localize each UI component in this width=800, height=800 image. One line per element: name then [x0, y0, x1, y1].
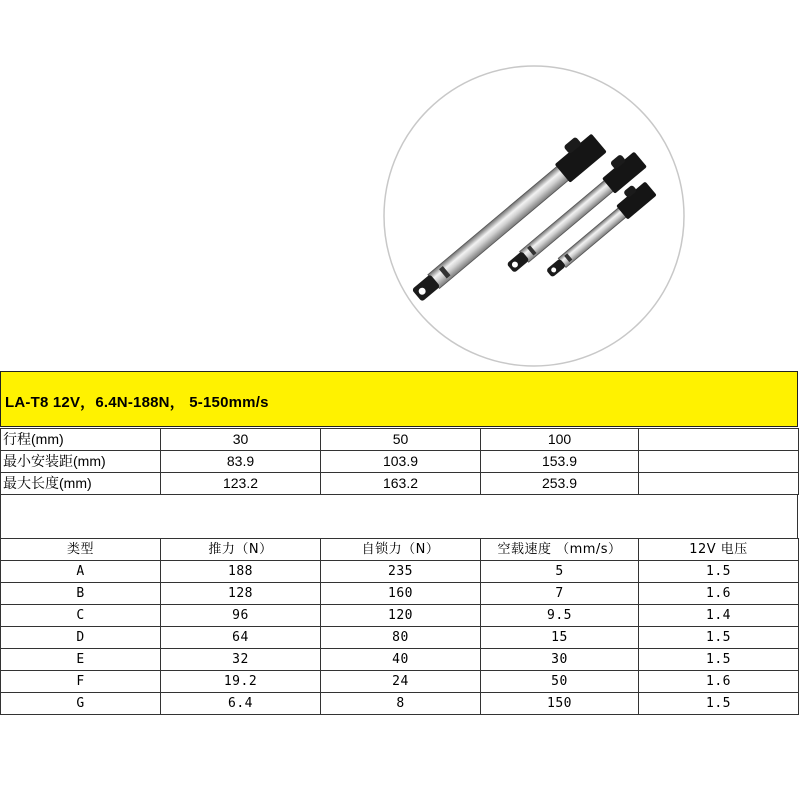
table-cell: 1.6	[639, 671, 799, 693]
spec-value: 163.2	[321, 473, 481, 495]
column-header: 类型	[1, 539, 161, 561]
table-cell: 8	[321, 693, 481, 715]
column-header: 12V 电压	[639, 539, 799, 561]
spec-value: 153.9	[481, 451, 639, 473]
table-cell: 64	[161, 627, 321, 649]
table-row	[1, 583, 799, 605]
model-banner	[0, 371, 798, 427]
product-photo	[0, 0, 800, 370]
spec-value: 83.9	[161, 451, 321, 473]
model-title: LA-T8 12V，6.4N-188N， 5-150mm/s	[5, 394, 269, 411]
stroke-spec-table	[0, 428, 799, 495]
table-cell: G	[1, 693, 161, 715]
table-cell: 1.4	[639, 605, 799, 627]
table-cell: 1.5	[639, 627, 799, 649]
table-cell: 235	[321, 561, 481, 583]
column-header: 空载速度 （mm/s）	[481, 539, 639, 561]
table-cell: B	[1, 583, 161, 605]
table-row	[1, 429, 799, 451]
table-cell: 80	[321, 627, 481, 649]
table-cell: 24	[321, 671, 481, 693]
table-row	[1, 561, 799, 583]
table-cell: 150	[481, 693, 639, 715]
table-cell: 1.6	[639, 583, 799, 605]
table-cell: 5	[481, 561, 639, 583]
table-cell: 15	[481, 627, 639, 649]
spec-value: 123.2	[161, 473, 321, 495]
table-cell: 128	[161, 583, 321, 605]
table-cell: F	[1, 671, 161, 693]
table-cell: 96	[161, 605, 321, 627]
table-spacer	[0, 494, 798, 538]
table-cell: 30	[481, 649, 639, 671]
spec-value: 103.9	[321, 451, 481, 473]
table-cell: 50	[481, 671, 639, 693]
table-row	[1, 693, 799, 715]
spec-label: 最大长度(mm)	[1, 473, 161, 495]
table-cell: 1.5	[639, 561, 799, 583]
table-row	[1, 649, 799, 671]
type-spec-table	[0, 538, 799, 715]
table-row	[1, 451, 799, 473]
spec-value: 100	[481, 429, 639, 451]
table-row	[1, 671, 799, 693]
table-cell: 40	[321, 649, 481, 671]
table-cell: E	[1, 649, 161, 671]
column-header: 自锁力（N）	[321, 539, 481, 561]
table-row	[1, 605, 799, 627]
table-header-row	[1, 539, 799, 561]
spec-label: 最小安装距(mm)	[1, 451, 161, 473]
column-header: 推力（N）	[161, 539, 321, 561]
table-cell: C	[1, 605, 161, 627]
spec-value: 253.9	[481, 473, 639, 495]
table-cell: A	[1, 561, 161, 583]
table-cell: 32	[161, 649, 321, 671]
table-cell: 188	[161, 561, 321, 583]
table-cell: D	[1, 627, 161, 649]
spec-label: 行程(mm)	[1, 429, 161, 451]
table-cell: 7	[481, 583, 639, 605]
spec-value	[639, 429, 799, 451]
table-cell: 1.5	[639, 693, 799, 715]
table-cell: 19.2	[161, 671, 321, 693]
table-cell: 120	[321, 605, 481, 627]
spec-value	[639, 451, 799, 473]
table-row	[1, 627, 799, 649]
spec-value: 30	[161, 429, 321, 451]
table-row	[1, 473, 799, 495]
table-cell: 6.4	[161, 693, 321, 715]
table-cell: 160	[321, 583, 481, 605]
spec-value	[639, 473, 799, 495]
spec-value: 50	[321, 429, 481, 451]
linear-actuator-image	[0, 0, 800, 370]
table-cell: 9.5	[481, 605, 639, 627]
table-cell: 1.5	[639, 649, 799, 671]
